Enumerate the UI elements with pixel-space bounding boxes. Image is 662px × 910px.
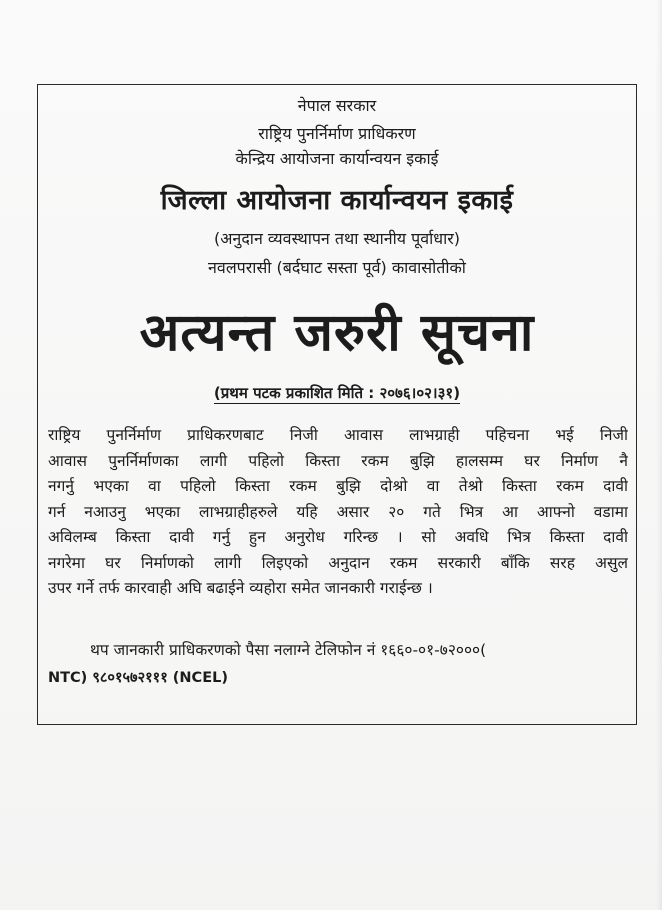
publication-date-text: (प्रथम पटक प्रकाशित मिति : २०७६।०२।३१) xyxy=(213,384,461,402)
subunit-name: (अनुदान व्यवस्थापन तथा स्थानीय पूर्वाधार) xyxy=(213,229,461,248)
contact-line: थप जानकारी प्राधिकरणको पैसा नलाग्ने टेलिफोन नं १६६०-०१-७२०००( xyxy=(90,641,487,659)
body-line: नगर्नु भएका वा पहिलो किस्ता रकम बुझि दोश्रो वा तेश्रो किस्ता रकम दावी xyxy=(48,477,628,495)
district-unit-title: जिल्ला आयोजना कार्यान्वयन इकाई xyxy=(160,185,514,216)
body-line: आवास पुनर्निर्माणका लागी पहिलो किस्ता रकम बुझि हालसम्म घर निर्माण नै xyxy=(48,451,628,470)
body-line: उपर गर्ने तर्फ कारवाही अघि बढाईने व्यहोरा समेत जानकारी गराईन्छ । xyxy=(48,579,433,597)
body-line: राष्ट्रिय पुनर्निर्माण प्राधिकरणबाट निजी आवास लाभग्राही पहिचना भई निजी xyxy=(48,426,628,444)
location-line: नवलपरासी (बर्दघाट सस्ता पूर्व) कावासोतीको xyxy=(208,258,466,277)
contact-info xyxy=(48,636,628,692)
notice-headline: अत्यन्त जरुरी सूचना xyxy=(139,303,535,363)
body-line: गर्न नआउनु भएका लाभग्राहीहरुले यहि असार २० गते भित्र आ आफ्नो वडामा xyxy=(48,502,628,521)
body-line: नगरेमा घर निर्माणको लागी लिइएको अनुदान रकम सरकारी बाँकि सरह असुल xyxy=(48,553,628,572)
authority-name: राष्ट्रिय पुनर्निर्माण प्राधिकरण xyxy=(258,124,416,143)
central-unit-name: केन्द्रिय आयोजना कार्यान्वयन इकाई xyxy=(235,149,439,168)
government-name: नेपाल सरकार xyxy=(297,96,377,115)
page-edge-shadow xyxy=(656,0,662,910)
body-line: अविलम्ब किस्ता दावी गर्नु हुन अनुरोध गरिन्छ । सो अवधि भित्र किस्ता दावी xyxy=(48,528,628,546)
notice-body xyxy=(48,423,628,602)
contact-line: NTC) ९८०१५७२१११ (NCEL) xyxy=(48,670,228,686)
notice-box xyxy=(37,84,637,725)
publication-date xyxy=(38,383,636,403)
